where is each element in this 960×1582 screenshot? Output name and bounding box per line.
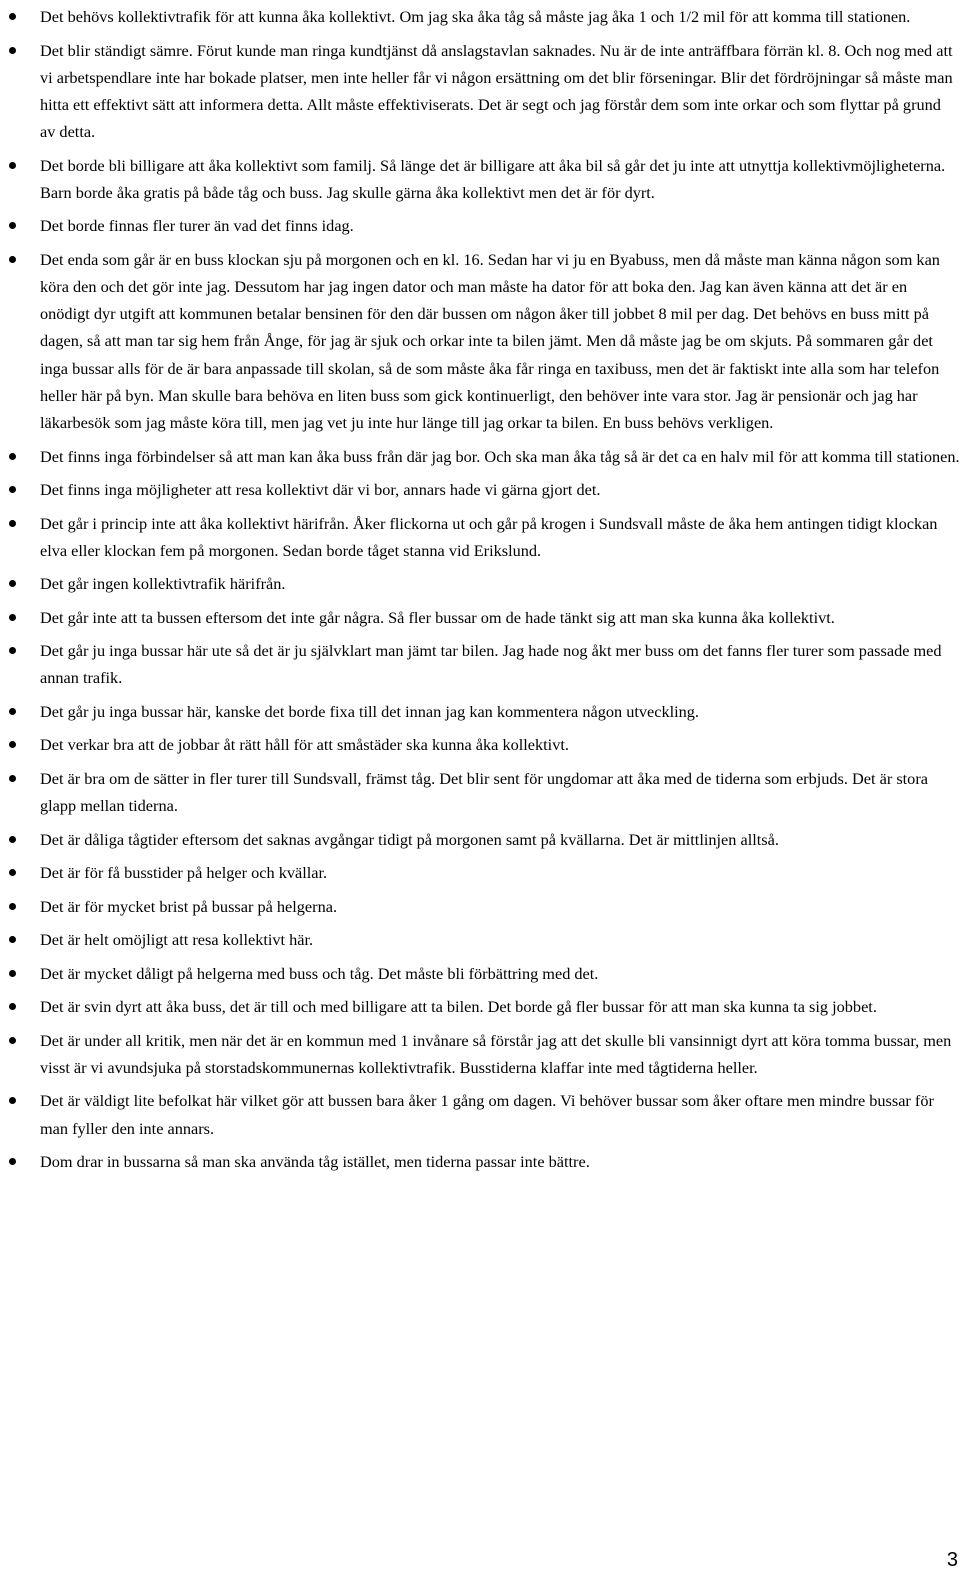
list-item <box>40 570 960 597</box>
list-item-text: Det är bra om de sätter in fler turer till Sundsvall, främst tåg. Det blir sent för ungdomar att åka med de tiderna som erbjuds. Det är stora glapp mellan tiderna. <box>40 768 928 816</box>
list-item-text: Det borde bli billigare att åka kollektivt som familj. Så länge det är billigare att åka bil så går det ju inte att utnyttja kollektivmöjligheterna. Barn borde åka gratis på både tåg och buss. Jag skulle gärna åka kollektivt men det är för dyrt. <box>40 155 946 202</box>
list-item <box>40 993 960 1020</box>
list-item-text: Det behövs kollektivtrafik för att kunna åka kollektivt. Om jag ska åka tåg så måste jag åka 1 och 1/2 mil för att komma till stationen. <box>40 7 911 26</box>
list-item-text: Det är helt omöjligt att resa kollektivt här. <box>40 930 314 950</box>
bullet-icon <box>9 162 16 169</box>
bullet-icon <box>9 708 16 715</box>
list-item <box>40 637 960 691</box>
list-item <box>40 765 960 819</box>
bullet-icon <box>9 222 16 229</box>
list-item-text: Det går i princip inte att åka kollektivt härifrån. Åker flickorna ut och går på krogen i Sundsvall måste de åka hem antingen tidigt klockan elva eller klockan fem på morgonen. Sedan borde tåget stanna vid Erikslund. <box>40 513 938 560</box>
bullet-icon <box>9 775 16 782</box>
list-item <box>40 893 960 920</box>
list-item <box>40 152 960 206</box>
bullet-icon <box>9 936 16 943</box>
list-item-text: Det är för få busstider på helger och kvällar. <box>40 863 328 883</box>
bullet-icon <box>9 13 16 20</box>
bullet-icon <box>9 520 16 527</box>
list-item <box>40 1087 960 1141</box>
bullet-icon <box>9 970 16 977</box>
list-item-text: Det är mycket dåligt på helgerna med buss och tåg. Det måste bli förbättring med det. <box>40 963 599 983</box>
list-item <box>40 212 960 239</box>
list-item <box>40 698 960 725</box>
bullet-icon <box>9 647 16 654</box>
bullet-icon <box>9 1037 16 1044</box>
list-item <box>40 731 960 758</box>
list-item-text: Det blir ständigt sämre. Förut kunde man ringa kundtjänst då anslagstavlan saknades. Nu är de inte anträffbara förrän kl. 8. Och nog med att vi arbetspendlare inte har bokade platser, men inte heller får vi någon ersättning om det blir förseningar. Blir det fördröjningar så måste man hitta ett effektivt sätt att informera detta. Allt måste effektiviserats. Det är segt och jag förstår dem som inte orkar och som flyttar på grund av detta. <box>40 40 953 142</box>
list-item <box>40 1027 960 1081</box>
list-item-text: Det går ingen kollektivtrafik härifrån. <box>40 574 286 594</box>
list-item <box>40 443 960 470</box>
list-item-text: Det är svin dyrt att åka buss, det är till och med billigare att ta bilen. Det borde gå fler bussar för att man ska kunna ta sig jobbet. <box>40 997 877 1017</box>
list-item-text: Det borde finnas fler turer än vad det finns idag. <box>40 216 354 236</box>
bullet-icon <box>9 1003 16 1010</box>
bullet-icon <box>9 47 16 54</box>
page-number: 3 <box>946 1549 958 1571</box>
list-item-text: Det är dåliga tågtider eftersom det saknas avgångar tidigt på morgonen samt på kvällarna. Det är mittlinjen alltså. <box>40 829 779 849</box>
list-item <box>40 604 960 631</box>
list-item <box>40 246 960 436</box>
list-item <box>40 826 960 853</box>
list-item-text: Det går ju inga bussar här, kanske det borde fixa till det innan jag kan kommentera någon utveckling. <box>40 701 699 721</box>
bullet-icon <box>9 1158 16 1165</box>
list-item <box>40 476 960 503</box>
list-item-text: Det går ju inga bussar här ute så det är ju självklart man jämt tar bilen. Jag hade nog åkt mer buss om det fanns fler turer som passade med annan trafik. <box>40 641 942 688</box>
list-item-text: Det enda som går är en buss klockan sju på morgonen och en kl. 16. Sedan har vi ju en Byabuss, men då måste man känna någon som kan köra den och det gör inte jag. Dessutom har jag ingen dator och man måste ha dator för att boka den. Jag kan även känna att det är en onödigt dyr utgift att kommunen betalar bensinen för den där bussen om någon åker till jobbet 8 mil per dag. Det behövs en buss mitt på dagen, så att man tar sig hem från Ånge, för jag är sjuk och orkar inte ta bilen jämt. Men då måste jag be om skjuts. På sommaren går det inga bussar alls för de är bara anpassade till skolan, så de som måste åka får ringa en taxibuss, men det är faktiskt inte alla som har telefon heller här på byn. Man skulle bara behöva en liten buss som gick kontinuerligt, den behöver inte vara stor. Jag är pensionär och jag har läkarbesök som jag måste köra till, men jag vet ju inte hur länge till jag orkar ta bilen. En buss behövs verkligen. <box>40 249 940 433</box>
list-item <box>40 960 960 987</box>
list-item <box>40 510 960 564</box>
list-item <box>40 1148 960 1175</box>
list-item-text: Det är för mycket brist på bussar på helgerna. <box>40 896 338 916</box>
list-item-text: Det finns inga förbindelser så att man kan åka buss från där jag bor. Och ska man åka tåg så är det ca en halv mil för att komma till stationen. <box>40 446 960 466</box>
list-item <box>40 926 960 953</box>
bullet-icon <box>9 869 16 876</box>
list-item-text: Dom drar in bussarna så man ska använda tåg istället, men tiderna passar inte bättre. <box>40 1152 590 1172</box>
bullet-icon <box>9 256 16 263</box>
bullet-icon <box>9 486 16 493</box>
bullet-icon <box>9 903 16 910</box>
list-item-text: Det är under all kritik, men när det är en kommun med 1 invånare så förstår jag att det skulle bli vansinnigt dyrt att köra tomma bussar, men visst är vi avundsjuka på storstadskommunernas kollektivtrafik. Busstiderna klaffar inte med tågtiderna heller. <box>40 1030 952 1077</box>
bullet-icon <box>9 836 16 843</box>
list-item-text: Det finns inga möjligheter att resa kollektivt där vi bor, annars hade vi gärna gjort det. <box>40 480 601 500</box>
list-item <box>40 3 960 30</box>
list-item <box>40 37 960 146</box>
bullet-icon <box>9 614 16 621</box>
list-item-text: Det är väldigt lite befolkat här vilket gör att bussen bara åker 1 gång om dagen. Vi behöver bussar som åker oftare men mindre bussar för man fyller den inte annars. <box>40 1091 934 1138</box>
bullet-icon <box>9 580 16 587</box>
bullet-icon <box>9 1097 16 1104</box>
list-item-text: Det går inte att ta bussen eftersom det inte går några. Så fler bussar om de hade tänkt sig att man ska kunna åka kollektivt. <box>40 607 835 627</box>
list-item-text: Det verkar bra att de jobbar åt rätt håll för att småstäder ska kunna åka kollektivt. <box>40 735 569 755</box>
comment-list <box>40 3 960 1182</box>
list-item <box>40 859 960 886</box>
bullet-icon <box>9 741 16 748</box>
bullet-icon <box>9 453 16 460</box>
